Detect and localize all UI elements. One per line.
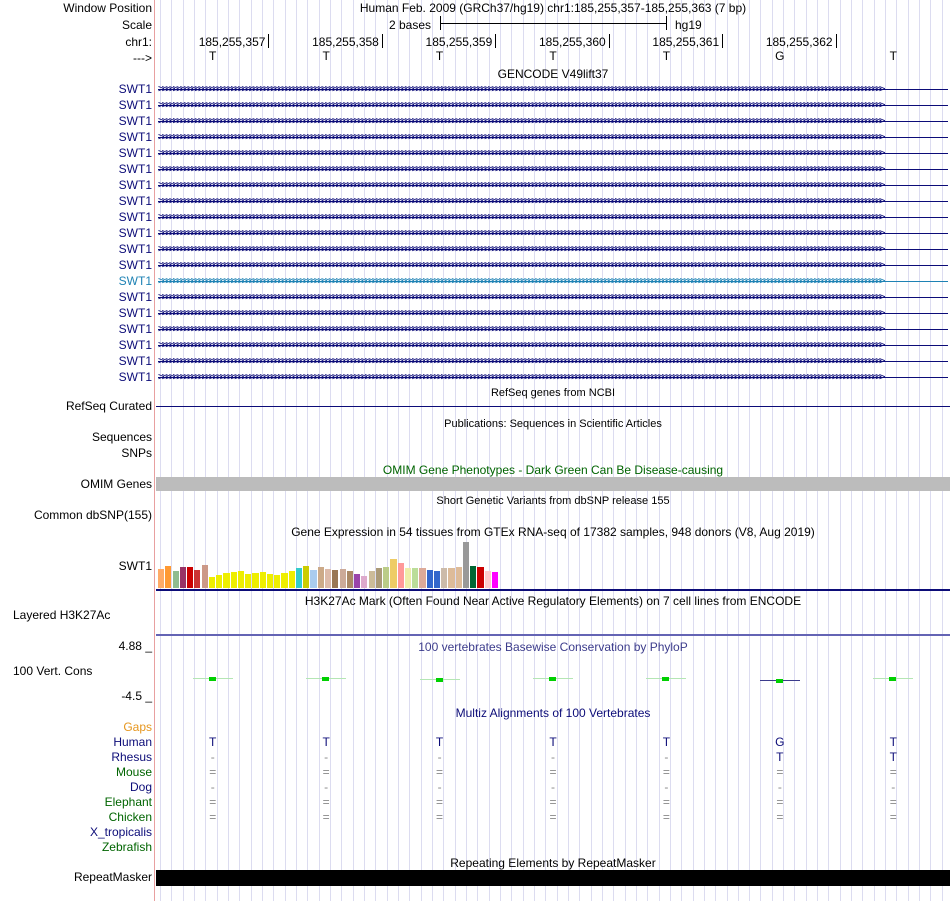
- strand-arrows: >>>>>>>>>>>>>>>>>>>>>>>>>>>>>>>>>>>>>>>>>>>>>>>>>>>>>>>>>>>>>>>>>>>>>>>>>>>>>>>>>>>>>>>>>>>>>>>>>>>>>>>>>>>>>>>>>>>>>>>>>>>>>>>>>>>>>>>>>>>>>>>>>>>>>>>>>>>>>>>>>>>>>>>>>>>>>>>>>>>>>>>>>>>>>>>>>>>>>>>>: [158, 147, 883, 159]
- scale-db: hg19: [675, 18, 702, 32]
- gtex-tissue-bar[interactable]: [477, 567, 483, 588]
- phylop-score-mark[interactable]: [322, 677, 329, 681]
- alignment-base: T: [776, 750, 784, 764]
- gtex-tissue-bar[interactable]: [267, 574, 273, 588]
- reference-base: T: [549, 49, 557, 63]
- alignment-base: =: [776, 810, 784, 824]
- ruler-coordinate: 185,255,358: [312, 35, 379, 49]
- gtex-tissue-bar[interactable]: [383, 567, 389, 588]
- scale-bar-right: [666, 16, 667, 30]
- gene-label-swt1[interactable]: SWT1: [118, 146, 152, 160]
- phylop-title: 100 vertebrates Basewise Conservation by PhyloP: [418, 640, 688, 654]
- gene-label-swt1[interactable]: SWT1: [118, 242, 152, 256]
- track-label-pane: [0, 0, 154, 901]
- track-label-dbsnp[interactable]: Common dbSNP(155): [33, 508, 152, 522]
- h3k27ac-title: H3K27Ac Mark (Often Found Near Active Regulatory Elements) on 7 cell lines from ENCODE: [304, 594, 802, 608]
- gtex-baseline: [156, 589, 950, 591]
- dbsnp-title: Short Genetic Variants from dbSNP release 155: [436, 495, 670, 507]
- strand-arrows: >>>>>>>>>>>>>>>>>>>>>>>>>>>>>>>>>>>>>>>>>>>>>>>>>>>>>>>>>>>>>>>>>>>>>>>>>>>>>>>>>>>>>>>>>>>>>>>>>>>>>>>>>>>>>>>>>>>>>>>>>>>>>>>>>>>>>>>>>>>>>>>>>>>>>>>>>>>>>>>>>>>>>>>>>>>>>>>>>>>>>>>>>>>>>>>>>>>>>>>>: [158, 307, 883, 319]
- phylop-min: -4.5 _: [121, 689, 152, 703]
- alignment-base: =: [549, 810, 557, 824]
- track-label-phylop[interactable]: 100 Vert. Cons: [13, 664, 93, 678]
- gtex-tissue-bar[interactable]: [202, 565, 208, 588]
- gene-transcript[interactable]: [156, 194, 950, 210]
- gtex-tissue-bar[interactable]: [390, 559, 396, 588]
- gtex-tissue-bar[interactable]: [492, 572, 498, 588]
- phylop-score-mark[interactable]: [549, 677, 556, 681]
- gtex-tissue-bar[interactable]: [347, 571, 353, 588]
- gene-transcript[interactable]: [156, 162, 950, 178]
- strand-label: --->: [133, 51, 152, 65]
- track-label-repeatmasker[interactable]: RepeatMasker: [73, 870, 152, 884]
- gtex-tissue-bar[interactable]: [245, 574, 251, 588]
- alignment-base: -: [664, 750, 669, 764]
- gene-transcript[interactable]: [156, 82, 950, 98]
- track-label-publications[interactable]: Sequences: [91, 430, 152, 444]
- gtex-tissue-bar[interactable]: [289, 571, 295, 588]
- alignment-base: =: [322, 795, 330, 809]
- ruler-tick: [495, 34, 496, 48]
- reference-base: T: [435, 49, 444, 63]
- gene-transcript[interactable]: [156, 322, 950, 338]
- alignment-base: =: [436, 795, 444, 809]
- alignment-base: =: [776, 795, 784, 809]
- gtex-tissue-bar[interactable]: [165, 566, 171, 588]
- alignment-base: T: [209, 735, 217, 749]
- chrom-label: chr1:: [125, 35, 152, 49]
- gene-label-swt1[interactable]: SWT1: [118, 258, 152, 272]
- gtex-bar-chart[interactable]: [156, 540, 536, 588]
- gtex-tissue-bar[interactable]: [463, 542, 469, 588]
- alignment-base: -: [324, 750, 329, 764]
- gtex-tissue-bar[interactable]: [434, 571, 440, 588]
- reference-base: T: [322, 49, 330, 63]
- gtex-tissue-bar[interactable]: [470, 566, 476, 588]
- alignment-base: T: [889, 750, 897, 764]
- track-label-gaps[interactable]: Gaps: [123, 720, 152, 734]
- gtex-tissue-bar[interactable]: [296, 568, 302, 588]
- gtex-tissue-bar[interactable]: [361, 576, 367, 588]
- strand-arrows: >>>>>>>>>>>>>>>>>>>>>>>>>>>>>>>>>>>>>>>>>>>>>>>>>>>>>>>>>>>>>>>>>>>>>>>>>>>>>>>>>>>>>>>>>>>>>>>>>>>>>>>>>>>>>>>>>>>>>>>>>>>>>>>>>>>>>>>>>>>>>>>>>>>>>>>>>>>>>>>>>>>>>>>>>>>>>>>>>>>>>>>>>>>>>>>>>>>>>>>>: [158, 195, 883, 207]
- ruler-tick: [268, 34, 269, 48]
- phylop-score-mark[interactable]: [662, 677, 669, 681]
- gene-label-swt1[interactable]: SWT1: [118, 162, 152, 176]
- gene-label-swt1[interactable]: SWT1: [118, 194, 152, 208]
- refseq-gene-line[interactable]: [156, 406, 950, 407]
- gene-label-swt1[interactable]: SWT1: [118, 322, 152, 336]
- gene-transcript[interactable]: [156, 178, 950, 194]
- gtex-tissue-bar[interactable]: [485, 571, 491, 588]
- ruler-tick: [609, 34, 610, 48]
- gene-transcript[interactable]: [156, 98, 950, 114]
- alignment-base: =: [322, 810, 330, 824]
- gene-transcript[interactable]: [156, 242, 950, 258]
- gene-transcript[interactable]: [156, 370, 950, 386]
- alignment-base: -: [210, 780, 215, 794]
- strand-arrows: >>>>>>>>>>>>>>>>>>>>>>>>>>>>>>>>>>>>>>>>>>>>>>>>>>>>>>>>>>>>>>>>>>>>>>>>>>>>>>>>>>>>>>>>>>>>>>>>>>>>>>>>>>>>>>>>>>>>>>>>>>>>>>>>>>>>>>>>>>>>>>>>>>>>>>>>>>>>>>>>>>>>>>>>>>>>>>>>>>>>>>>>>>>>>>>>>>>>>>>>: [158, 211, 883, 223]
- gene-label-swt1[interactable]: SWT1: [118, 290, 152, 304]
- strand-arrows: >>>>>>>>>>>>>>>>>>>>>>>>>>>>>>>>>>>>>>>>>>>>>>>>>>>>>>>>>>>>>>>>>>>>>>>>>>>>>>>>>>>>>>>>>>>>>>>>>>>>>>>>>>>>>>>>>>>>>>>>>>>>>>>>>>>>>>>>>>>>>>>>>>>>>>>>>>>>>>>>>>>>>>>>>>>>>>>>>>>>>>>>>>>>>>>>>>>>>>>>: [158, 243, 883, 255]
- phylop-score-mark[interactable]: [776, 679, 783, 683]
- alignment-base: -: [891, 780, 896, 794]
- alignment-base: -: [210, 750, 215, 764]
- reference-base: T: [889, 49, 897, 63]
- strand-arrows: >>>>>>>>>>>>>>>>>>>>>>>>>>>>>>>>>>>>>>>>>>>>>>>>>>>>>>>>>>>>>>>>>>>>>>>>>>>>>>>>>>>>>>>>>>>>>>>>>>>>>>>>>>>>>>>>>>>>>>>>>>>>>>>>>>>>>>>>>>>>>>>>>>>>>>>>>>>>>>>>>>>>>>>>>>>>>>>>>>>>>>>>>>>>>>>>>>>>>>>>: [158, 339, 883, 351]
- alignment-base: =: [436, 765, 444, 779]
- species-label-human[interactable]: Human: [113, 735, 152, 749]
- gene-label-swt1[interactable]: SWT1: [118, 306, 152, 320]
- alignment-base: =: [209, 795, 217, 809]
- species-label-x_tropicalis[interactable]: X_tropicalis: [89, 825, 152, 839]
- alignment-base: =: [549, 765, 557, 779]
- strand-arrows: >>>>>>>>>>>>>>>>>>>>>>>>>>>>>>>>>>>>>>>>>>>>>>>>>>>>>>>>>>>>>>>>>>>>>>>>>>>>>>>>>>>>>>>>>>>>>>>>>>>>>>>>>>>>>>>>>>>>>>>>>>>>>>>>>>>>>>>>>>>>>>>>>>>>>>>>>>>>>>>>>>>>>>>>>>>>>>>>>>>>>>>>>>>>>>>>>>>>>>>>: [158, 83, 883, 95]
- alignment-base: T: [549, 735, 557, 749]
- ruler-coordinate: 185,255,359: [425, 35, 493, 49]
- alignment-base: T: [435, 735, 444, 749]
- pane-divider: [154, 0, 155, 901]
- gene-label-swt1[interactable]: SWT1: [118, 130, 152, 144]
- refseq-title: RefSeq genes from NCBI: [490, 387, 616, 399]
- gtex-tissue-bar[interactable]: [238, 571, 244, 588]
- species-label-rhesus[interactable]: Rhesus: [111, 750, 152, 764]
- alignment-base: =: [549, 795, 557, 809]
- alignment-base: T: [662, 735, 671, 749]
- alignment-base: T: [322, 735, 330, 749]
- gtex-tissue-bar[interactable]: [274, 575, 280, 588]
- ruler-coordinate: 185,255,362: [765, 35, 833, 49]
- gene-transcript[interactable]: [156, 274, 950, 290]
- alignment-base: =: [889, 765, 897, 779]
- reference-base: T: [209, 49, 217, 63]
- ruler-coordinate: 185,255,360: [538, 35, 606, 49]
- gene-label-swt1[interactable]: SWT1: [118, 98, 152, 112]
- window-position: Human Feb. 2009 (GRCh37/hg19) chr1:185,255,357-185,255,363 (7 bp): [359, 1, 747, 15]
- gtex-tissue-bar[interactable]: [303, 566, 309, 588]
- alignment-base: =: [209, 765, 217, 779]
- gene-label-swt1[interactable]: SWT1: [118, 370, 152, 384]
- alignment-base: =: [662, 795, 670, 809]
- strand-arrows: >>>>>>>>>>>>>>>>>>>>>>>>>>>>>>>>>>>>>>>>>>>>>>>>>>>>>>>>>>>>>>>>>>>>>>>>>>>>>>>>>>>>>>>>>>>>>>>>>>>>>>>>>>>>>>>>>>>>>>>>>>>>>>>>>>>>>>>>>>>>>>>>>>>>>>>>>>>>>>>>>>>>>>>>>>>>>>>>>>>>>>>>>>>>>>>>>>>>>>>>: [158, 323, 883, 335]
- phylop-score-mark[interactable]: [889, 677, 896, 681]
- scale-label: Scale: [121, 18, 152, 32]
- gtex-tissue-bar[interactable]: [158, 569, 164, 588]
- track-label-omim[interactable]: OMIM Genes: [80, 477, 152, 491]
- strand-arrows: >>>>>>>>>>>>>>>>>>>>>>>>>>>>>>>>>>>>>>>>>>>>>>>>>>>>>>>>>>>>>>>>>>>>>>>>>>>>>>>>>>>>>>>>>>>>>>>>>>>>>>>>>>>>>>>>>>>>>>>>>>>>>>>>>>>>>>>>>>>>>>>>>>>>>>>>>>>>>>>>>>>>>>>>>>>>>>>>>>>>>>>>>>>>>>>>>>>>>>>>: [158, 227, 883, 239]
- gene-label-swt1[interactable]: SWT1: [118, 338, 152, 352]
- window-position-label: Window Position: [63, 1, 152, 15]
- gtex-tissue-bar[interactable]: [398, 563, 404, 588]
- gene-label-swt1[interactable]: SWT1: [118, 178, 152, 192]
- gtex-tissue-bar[interactable]: [209, 577, 215, 588]
- alignment-base: =: [662, 765, 670, 779]
- reference-base: T: [662, 49, 671, 63]
- gtex-tissue-bar[interactable]: [180, 567, 186, 588]
- track-label-gtex[interactable]: SWT1: [118, 559, 152, 573]
- alignment-base: -: [437, 780, 442, 794]
- gene-transcript[interactable]: [156, 290, 950, 306]
- gtex-tissue-bar[interactable]: [231, 572, 237, 588]
- gtex-tissue-bar[interactable]: [260, 572, 266, 588]
- species-label-zebrafish[interactable]: Zebrafish: [101, 840, 152, 854]
- strand-arrows: >>>>>>>>>>>>>>>>>>>>>>>>>>>>>>>>>>>>>>>>>>>>>>>>>>>>>>>>>>>>>>>>>>>>>>>>>>>>>>>>>>>>>>>>>>>>>>>>>>>>>>>>>>>>>>>>>>>>>>>>>>>>>>>>>>>>>>>>>>>>>>>>>>>>>>>>>>>>>>>>>>>>>>>>>>>>>>>>>>>>>>>>>>>>>>>>>>>>>>>>: [158, 259, 883, 271]
- strand-arrows: >>>>>>>>>>>>>>>>>>>>>>>>>>>>>>>>>>>>>>>>>>>>>>>>>>>>>>>>>>>>>>>>>>>>>>>>>>>>>>>>>>>>>>>>>>>>>>>>>>>>>>>>>>>>>>>>>>>>>>>>>>>>>>>>>>>>>>>>>>>>>>>>>>>>>>>>>>>>>>>>>>>>>>>>>>>>>>>>>>>>>>>>>>>>>>>>>>>>>>>>: [158, 163, 883, 175]
- alignment-base: =: [436, 810, 444, 824]
- gene-transcript[interactable]: [156, 354, 950, 370]
- species-label-elephant[interactable]: Elephant: [104, 795, 152, 809]
- alignment-base: -: [664, 780, 669, 794]
- gene-label-swt1[interactable]: SWT1: [118, 210, 152, 224]
- strand-arrows: >>>>>>>>>>>>>>>>>>>>>>>>>>>>>>>>>>>>>>>>>>>>>>>>>>>>>>>>>>>>>>>>>>>>>>>>>>>>>>>>>>>>>>>>>>>>>>>>>>>>>>>>>>>>>>>>>>>>>>>>>>>>>>>>>>>>>>>>>>>>>>>>>>>>>>>>>>>>>>>>>>>>>>>>>>>>>>>>>>>>>>>>>>>>>>>>>>>>>>>>: [158, 355, 883, 367]
- alignment-base: -: [437, 750, 442, 764]
- strand-arrows: >>>>>>>>>>>>>>>>>>>>>>>>>>>>>>>>>>>>>>>>>>>>>>>>>>>>>>>>>>>>>>>>>>>>>>>>>>>>>>>>>>>>>>>>>>>>>>>>>>>>>>>>>>>>>>>>>>>>>>>>>>>>>>>>>>>>>>>>>>>>>>>>>>>>>>>>>>>>>>>>>>>>>>>>>>>>>>>>>>>>>>>>>>>>>>>>>>>>>>>>: [158, 275, 883, 287]
- gtex-tissue-bar[interactable]: [173, 571, 179, 588]
- repeatmasker-title: Repeating Elements by RepeatMasker: [450, 856, 656, 870]
- alignment-base: =: [322, 765, 330, 779]
- alignment-base: =: [662, 810, 670, 824]
- ruler-tick: [836, 34, 837, 48]
- species-label-mouse[interactable]: Mouse: [115, 765, 152, 779]
- alignment-base: -: [551, 750, 555, 764]
- gtex-tissue-bar[interactable]: [405, 568, 411, 588]
- gencode-title: GENCODE V49lift37: [497, 67, 609, 81]
- gene-label-swt1[interactable]: SWT1: [118, 114, 152, 128]
- gene-label-swt1[interactable]: SWT1: [118, 274, 152, 288]
- track-label-refseq[interactable]: RefSeq Curated: [65, 399, 152, 413]
- gene-transcript[interactable]: [156, 210, 950, 226]
- ruler-coordinate: 185,255,357: [198, 35, 266, 49]
- alignment-base: -: [551, 780, 555, 794]
- gene-label-swt1[interactable]: SWT1: [118, 82, 152, 96]
- gtex-tissue-bar[interactable]: [318, 567, 324, 588]
- gene-label-swt1[interactable]: SWT1: [118, 354, 152, 368]
- gene-transcript[interactable]: [156, 146, 950, 162]
- gene-transcript[interactable]: [156, 130, 950, 146]
- phylop-max: 4.88 _: [118, 639, 152, 653]
- gene-label-swt1[interactable]: SWT1: [118, 226, 152, 240]
- gtex-tissue-bar[interactable]: [412, 568, 418, 588]
- gtex-tissue-bar[interactable]: [325, 569, 331, 588]
- gtex-tissue-bar[interactable]: [332, 570, 338, 588]
- strand-arrows: >>>>>>>>>>>>>>>>>>>>>>>>>>>>>>>>>>>>>>>>>>>>>>>>>>>>>>>>>>>>>>>>>>>>>>>>>>>>>>>>>>>>>>>>>>>>>>>>>>>>>>>>>>>>>>>>>>>>>>>>>>>>>>>>>>>>>>>>>>>>>>>>>>>>>>>>>>>>>>>>>>>>>>>>>>>>>>>>>>>>>>>>>>>>>>>>>>>>>>>>: [158, 179, 883, 191]
- reference-base: G: [775, 49, 785, 63]
- ruler-tick: [382, 34, 383, 48]
- alignment-base: -: [324, 780, 329, 794]
- alignment-base: -: [777, 780, 782, 794]
- gtex-tissue-bar[interactable]: [223, 573, 229, 588]
- phylop-score-mark[interactable]: [436, 678, 443, 682]
- alignment-base: G: [775, 735, 785, 749]
- gtex-tissue-bar[interactable]: [252, 573, 258, 588]
- scale-text: 2 bases: [389, 18, 432, 32]
- species-label-chicken[interactable]: Chicken: [108, 810, 152, 824]
- gtex-tissue-bar[interactable]: [310, 570, 316, 588]
- gtex-tissue-bar[interactable]: [354, 574, 360, 588]
- gtex-tissue-bar[interactable]: [369, 571, 375, 588]
- track-label-h3k27ac[interactable]: Layered H3K27Ac: [13, 608, 111, 622]
- ruler-tick: [722, 34, 723, 48]
- gtex-tissue-bar[interactable]: [448, 568, 454, 588]
- gtex-tissue-bar[interactable]: [441, 568, 447, 588]
- strand-arrows: >>>>>>>>>>>>>>>>>>>>>>>>>>>>>>>>>>>>>>>>>>>>>>>>>>>>>>>>>>>>>>>>>>>>>>>>>>>>>>>>>>>>>>>>>>>>>>>>>>>>>>>>>>>>>>>>>>>>>>>>>>>>>>>>>>>>>>>>>>>>>>>>>>>>>>>>>>>>>>>>>>>>>>>>>>>>>>>>>>>>>>>>>>>>>>>>>>>>>>>>: [158, 131, 883, 143]
- scale-bar: [440, 23, 666, 24]
- gtex-tissue-bar[interactable]: [376, 568, 382, 588]
- gtex-tissue-bar[interactable]: [187, 567, 193, 588]
- repeatmasker-element[interactable]: [156, 870, 950, 886]
- gtex-tissue-bar[interactable]: [194, 570, 200, 588]
- strand-arrows: >>>>>>>>>>>>>>>>>>>>>>>>>>>>>>>>>>>>>>>>>>>>>>>>>>>>>>>>>>>>>>>>>>>>>>>>>>>>>>>>>>>>>>>>>>>>>>>>>>>>>>>>>>>>>>>>>>>>>>>>>>>>>>>>>>>>>>>>>>>>>>>>>>>>>>>>>>>>>>>>>>>>>>>>>>>>>>>>>>>>>>>>>>>>>>>>>>>>>>>>: [158, 371, 883, 383]
- omim-title: OMIM Gene Phenotypes - Dark Green Can Be Disease-causing: [382, 463, 724, 477]
- alignment-base: =: [889, 810, 897, 824]
- strand-arrows: >>>>>>>>>>>>>>>>>>>>>>>>>>>>>>>>>>>>>>>>>>>>>>>>>>>>>>>>>>>>>>>>>>>>>>>>>>>>>>>>>>>>>>>>>>>>>>>>>>>>>>>>>>>>>>>>>>>>>>>>>>>>>>>>>>>>>>>>>>>>>>>>>>>>>>>>>>>>>>>>>>>>>>>>>>>>>>>>>>>>>>>>>>>>>>>>>>>>>>>>: [158, 115, 883, 127]
- multiz-title: Multiz Alignments of 100 Vertebrates: [455, 706, 651, 720]
- alignment-base: =: [209, 810, 217, 824]
- alignment-base: T: [889, 735, 897, 749]
- h3k27ac-baseline: [156, 634, 950, 636]
- gene-transcript[interactable]: [156, 114, 950, 130]
- alignment-base: =: [889, 795, 897, 809]
- omim-gene-bar[interactable]: [156, 477, 950, 491]
- gtex-tissue-bar[interactable]: [216, 575, 222, 588]
- gtex-tissue-bar[interactable]: [456, 567, 462, 588]
- gene-transcript[interactable]: [156, 338, 950, 354]
- gtex-title: Gene Expression in 54 tissues from GTEx RNA-seq of 17382 samples, 948 donors (V8, Aug 2019): [291, 525, 815, 539]
- gene-transcript[interactable]: [156, 306, 950, 322]
- gtex-tissue-bar[interactable]: [419, 568, 425, 588]
- gene-transcript[interactable]: [156, 258, 950, 274]
- gene-transcript[interactable]: [156, 226, 950, 242]
- track-data-area[interactable]: [156, 0, 950, 901]
- species-label-dog[interactable]: Dog: [129, 780, 152, 794]
- strand-arrows: >>>>>>>>>>>>>>>>>>>>>>>>>>>>>>>>>>>>>>>>>>>>>>>>>>>>>>>>>>>>>>>>>>>>>>>>>>>>>>>>>>>>>>>>>>>>>>>>>>>>>>>>>>>>>>>>>>>>>>>>>>>>>>>>>>>>>>>>>>>>>>>>>>>>>>>>>>>>>>>>>>>>>>>>>>>>>>>>>>>>>>>>>>>>>>>>>>>>>>>>: [158, 291, 883, 303]
- alignment-base: =: [776, 765, 784, 779]
- ruler-coordinate: 185,255,361: [652, 35, 720, 49]
- gtex-tissue-bar[interactable]: [340, 569, 346, 588]
- strand-arrows: >>>>>>>>>>>>>>>>>>>>>>>>>>>>>>>>>>>>>>>>>>>>>>>>>>>>>>>>>>>>>>>>>>>>>>>>>>>>>>>>>>>>>>>>>>>>>>>>>>>>>>>>>>>>>>>>>>>>>>>>>>>>>>>>>>>>>>>>>>>>>>>>>>>>>>>>>>>>>>>>>>>>>>>>>>>>>>>>>>>>>>>>>>>>>>>>>>>>>>>>: [158, 99, 883, 111]
- track-label-snps[interactable]: SNPs: [121, 446, 152, 460]
- publications-title: Publications: Sequences in Scientific Articles: [444, 418, 662, 430]
- phylop-score-mark[interactable]: [209, 677, 216, 681]
- gtex-tissue-bar[interactable]: [281, 573, 287, 588]
- gtex-tissue-bar[interactable]: [427, 570, 433, 588]
